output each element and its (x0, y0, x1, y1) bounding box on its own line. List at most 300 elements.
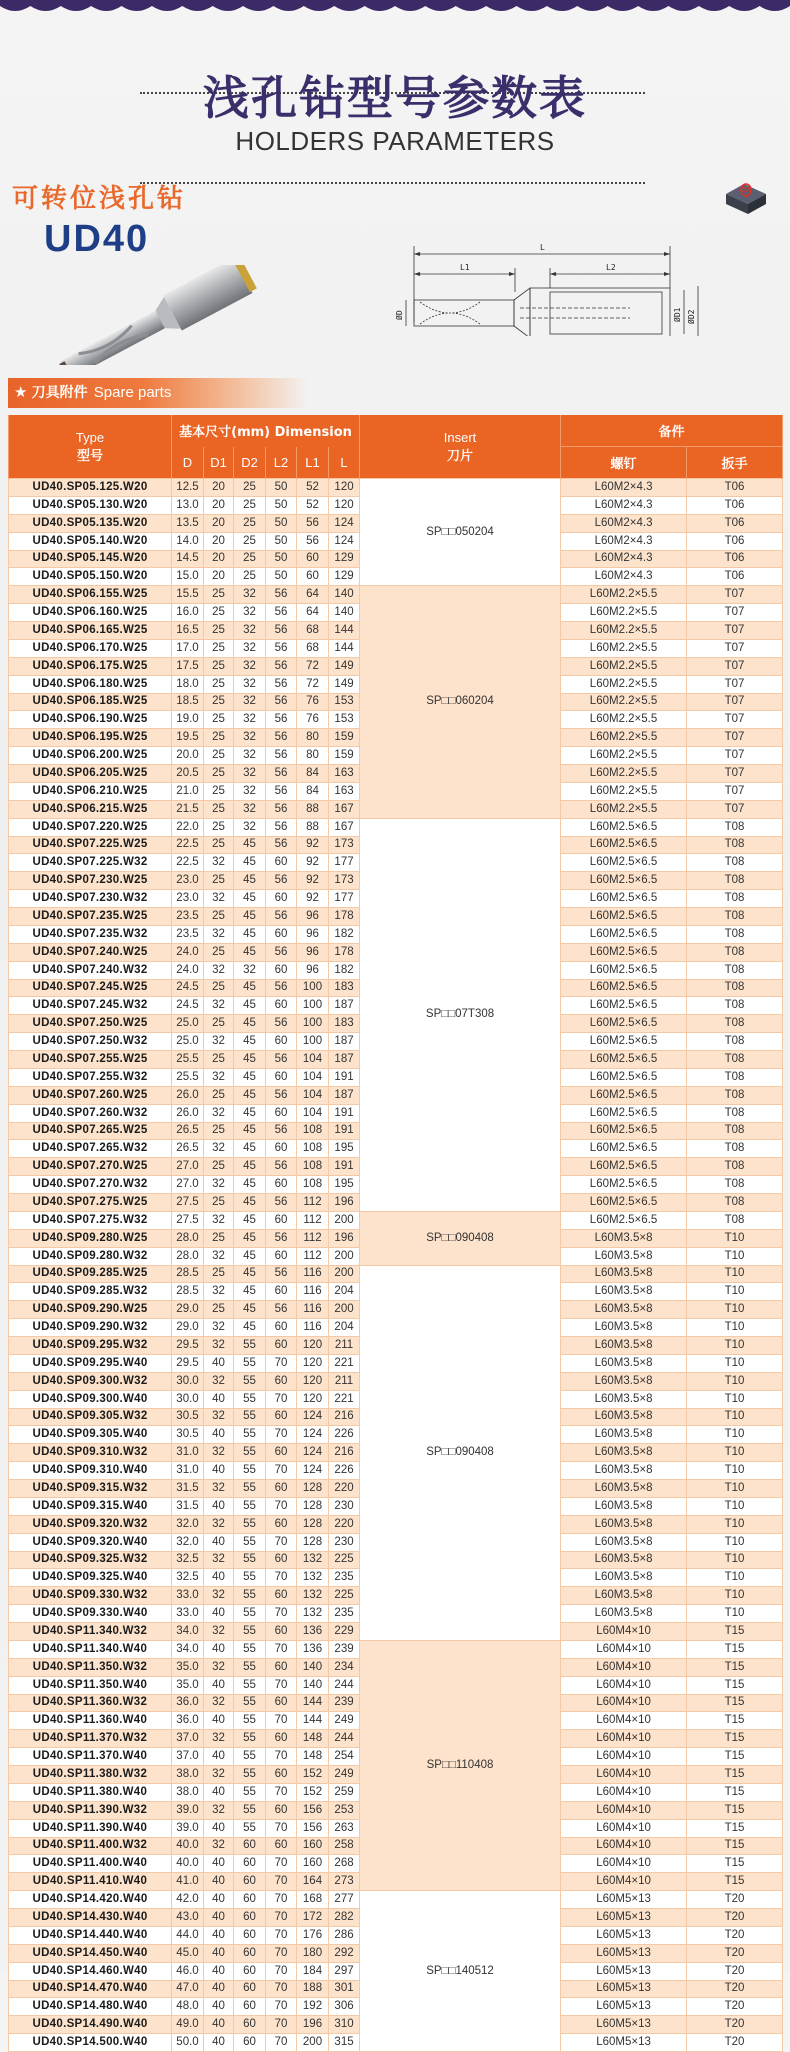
cell-screw: L60M2.5×6.5 (561, 1015, 687, 1033)
cell-D: 17.5 (172, 657, 204, 675)
cell-D: 27.0 (172, 1176, 204, 1194)
cell-wrench: T08 (687, 818, 783, 836)
cell-D: 30.0 (172, 1372, 204, 1390)
cell-L1: 112 (297, 1211, 329, 1229)
table-row (9, 1891, 783, 1909)
cell-L1: 108 (297, 1140, 329, 1158)
cell-D1: 25 (204, 622, 234, 640)
cell-L: 244 (329, 1730, 360, 1748)
cell-screw: L60M2.5×6.5 (561, 890, 687, 908)
cell-D2: 45 (234, 1068, 266, 1086)
cell-wrench: T20 (687, 1998, 783, 2016)
cell-screw: L60M2.5×6.5 (561, 1158, 687, 1176)
cell-L: 177 (329, 854, 360, 872)
cell-L2: 56 (266, 711, 297, 729)
cell-L2: 56 (266, 1122, 297, 1140)
cell-L: 195 (329, 1140, 360, 1158)
cell-L2: 70 (266, 1962, 297, 1980)
cell-D1: 32 (204, 1837, 234, 1855)
cell-L1: 164 (297, 1873, 329, 1891)
cell-wrench: T08 (687, 1176, 783, 1194)
cell-L1: 136 (297, 1623, 329, 1641)
cell-L2: 56 (266, 639, 297, 657)
cell-L: 144 (329, 639, 360, 657)
cell-D: 17.0 (172, 639, 204, 657)
cell-D: 47.0 (172, 1980, 204, 1998)
cell-screw: L60M2.5×6.5 (561, 1033, 687, 1051)
cell-D1: 32 (204, 854, 234, 872)
cell-L: 211 (329, 1337, 360, 1355)
cell-D1: 40 (204, 1605, 234, 1623)
cell-wrench: T07 (687, 711, 783, 729)
cell-L: 120 (329, 479, 360, 497)
cell-D1: 32 (204, 1658, 234, 1676)
cell-D: 39.0 (172, 1801, 204, 1819)
cell-D1: 32 (204, 1408, 234, 1426)
cell-L: 230 (329, 1533, 360, 1551)
cell-screw: L60M3.5×8 (561, 1301, 687, 1319)
cell-L2: 60 (266, 1837, 297, 1855)
cell-L: 191 (329, 1104, 360, 1122)
cell-D1: 32 (204, 1587, 234, 1605)
cell-D1: 40 (204, 1962, 234, 1980)
cell-wrench: T10 (687, 1319, 783, 1337)
cell-D: 42.0 (172, 1891, 204, 1909)
cell-wrench: T10 (687, 1515, 783, 1533)
cell-L2: 70 (266, 2016, 297, 2034)
cell-wrench: T08 (687, 979, 783, 997)
header-spare: 备件 (561, 415, 783, 447)
cell-screw: L60M2×4.3 (561, 550, 687, 568)
cell-L1: 136 (297, 1640, 329, 1658)
cell-L2: 60 (266, 1694, 297, 1712)
cell-D1: 40 (204, 1998, 234, 2016)
cell-L1: 96 (297, 943, 329, 961)
cell-L2: 70 (266, 1748, 297, 1766)
cell-L1: 116 (297, 1319, 329, 1337)
cell-type: UD40.SP11.370.W40 (9, 1748, 172, 1766)
cell-L: 263 (329, 1819, 360, 1837)
cell-D1: 25 (204, 657, 234, 675)
cell-L: 144 (329, 622, 360, 640)
cell-D1: 25 (204, 729, 234, 747)
cell-type: UD40.SP11.390.W40 (9, 1819, 172, 1837)
cell-L: 216 (329, 1408, 360, 1426)
cell-D: 31.0 (172, 1444, 204, 1462)
cell-type: UD40.SP14.450.W40 (9, 1944, 172, 1962)
cell-screw: L60M4×10 (561, 1712, 687, 1730)
cell-wrench: T08 (687, 961, 783, 979)
cell-type: UD40.SP07.220.W25 (9, 818, 172, 836)
cell-L: 200 (329, 1247, 360, 1265)
cell-D2: 60 (234, 2016, 266, 2034)
cell-D1: 25 (204, 836, 234, 854)
cell-D2: 55 (234, 1408, 266, 1426)
cell-screw: L60M3.5×8 (561, 1569, 687, 1587)
cell-wrench: T08 (687, 854, 783, 872)
cell-D: 34.0 (172, 1623, 204, 1641)
cell-D: 25.0 (172, 1015, 204, 1033)
cell-D1: 32 (204, 961, 234, 979)
cell-L2: 56 (266, 818, 297, 836)
table-row (9, 1211, 783, 1229)
cell-L1: 92 (297, 890, 329, 908)
cell-L: 200 (329, 1211, 360, 1229)
cell-L2: 56 (266, 872, 297, 890)
cell-L1: 96 (297, 925, 329, 943)
cell-L1: 112 (297, 1194, 329, 1212)
diagram-label-D: ØD (395, 310, 404, 320)
cell-L1: 96 (297, 908, 329, 926)
cell-D2: 45 (234, 997, 266, 1015)
cell-wrench: T10 (687, 1247, 783, 1265)
cell-type: UD40.SP06.155.W25 (9, 586, 172, 604)
cell-L1: 68 (297, 622, 329, 640)
cell-L: 159 (329, 729, 360, 747)
cell-L: 182 (329, 925, 360, 943)
cell-D2: 32 (234, 675, 266, 693)
cell-L2: 60 (266, 1587, 297, 1605)
cell-D2: 32 (234, 622, 266, 640)
cell-wrench: T20 (687, 2034, 783, 2052)
cell-D: 23.0 (172, 872, 204, 890)
cell-wrench: T20 (687, 1962, 783, 1980)
cell-screw: L60M3.5×8 (561, 1372, 687, 1390)
cell-D2: 45 (234, 1247, 266, 1265)
cell-L2: 56 (266, 765, 297, 783)
cell-L2: 56 (266, 1086, 297, 1104)
cell-L1: 152 (297, 1783, 329, 1801)
cell-D: 38.0 (172, 1766, 204, 1784)
cell-L1: 60 (297, 550, 329, 568)
cell-L1: 108 (297, 1122, 329, 1140)
cell-L2: 56 (266, 836, 297, 854)
cell-type: UD40.SP06.165.W25 (9, 622, 172, 640)
header-col-L: L (329, 447, 360, 479)
cell-screw: L60M4×10 (561, 1855, 687, 1873)
cell-insert: SP□□110408 (360, 1640, 561, 1890)
cell-L1: 104 (297, 1086, 329, 1104)
cell-wrench: T15 (687, 1801, 783, 1819)
cell-screw: L60M3.5×8 (561, 1533, 687, 1551)
cell-wrench: T20 (687, 1980, 783, 1998)
cell-L1: 80 (297, 729, 329, 747)
header-col-D1: D1 (204, 447, 234, 479)
cell-L: 286 (329, 1926, 360, 1944)
cell-D: 25.5 (172, 1068, 204, 1086)
cell-D1: 40 (204, 1354, 234, 1372)
cell-L2: 56 (266, 604, 297, 622)
cell-D: 18.0 (172, 675, 204, 693)
page-title: 浅孔钻型号参数表 (203, 71, 587, 125)
cell-type: UD40.SP09.280.W25 (9, 1229, 172, 1247)
cell-wrench: T10 (687, 1480, 783, 1498)
cell-L: 301 (329, 1980, 360, 1998)
cell-screw: L60M2.5×6.5 (561, 1140, 687, 1158)
cell-D1: 40 (204, 1533, 234, 1551)
cell-L: 183 (329, 1015, 360, 1033)
cell-L: 315 (329, 2034, 360, 2052)
cell-L1: 100 (297, 1033, 329, 1051)
cell-L: 225 (329, 1587, 360, 1605)
cell-wrench: T07 (687, 604, 783, 622)
cell-D: 29.0 (172, 1319, 204, 1337)
cell-D2: 60 (234, 1962, 266, 1980)
cell-screw: L60M2.2×5.5 (561, 586, 687, 604)
cell-D: 25.0 (172, 1033, 204, 1051)
cell-type: UD40.SP05.135.W20 (9, 514, 172, 532)
cell-D1: 40 (204, 1944, 234, 1962)
header-col-D: D (172, 447, 204, 479)
cell-D2: 60 (234, 1980, 266, 1998)
cell-L2: 70 (266, 1855, 297, 1873)
cell-D2: 60 (234, 1926, 266, 1944)
cell-D1: 25 (204, 604, 234, 622)
cell-D: 46.0 (172, 1962, 204, 1980)
cell-L2: 70 (266, 1569, 297, 1587)
cell-D2: 25 (234, 514, 266, 532)
cell-L2: 60 (266, 1480, 297, 1498)
cell-D1: 40 (204, 1980, 234, 1998)
cell-D1: 40 (204, 1676, 234, 1694)
cell-D1: 40 (204, 1712, 234, 1730)
cell-L1: 188 (297, 1980, 329, 1998)
cell-L2: 70 (266, 1676, 297, 1694)
cell-D2: 45 (234, 943, 266, 961)
cell-screw: L60M3.5×8 (561, 1551, 687, 1569)
cell-D1: 32 (204, 1372, 234, 1390)
cell-L1: 60 (297, 568, 329, 586)
cell-D: 31.5 (172, 1480, 204, 1498)
cell-D1: 32 (204, 1140, 234, 1158)
cell-L2: 70 (266, 1605, 297, 1623)
cell-D2: 45 (234, 1283, 266, 1301)
cell-D2: 32 (234, 711, 266, 729)
cell-D1: 32 (204, 1694, 234, 1712)
cell-screw: L60M5×13 (561, 1944, 687, 1962)
cell-screw: L60M4×10 (561, 1766, 687, 1784)
cell-D2: 55 (234, 1569, 266, 1587)
cell-wrench: T07 (687, 747, 783, 765)
cell-screw: L60M2.5×6.5 (561, 1068, 687, 1086)
header-col-L2: L2 (266, 447, 297, 479)
cell-D1: 32 (204, 1551, 234, 1569)
cell-D1: 40 (204, 2034, 234, 2052)
cell-D: 31.5 (172, 1497, 204, 1515)
cell-L: 187 (329, 997, 360, 1015)
cell-wrench: T08 (687, 1194, 783, 1212)
cell-screw: L60M4×10 (561, 1676, 687, 1694)
cell-screw: L60M2×4.3 (561, 479, 687, 497)
cell-wrench: T20 (687, 1909, 783, 1927)
cell-type: UD40.SP09.315.W40 (9, 1497, 172, 1515)
cell-type: UD40.SP07.235.W32 (9, 925, 172, 943)
cell-type: UD40.SP09.280.W32 (9, 1247, 172, 1265)
cell-screw: L60M3.5×8 (561, 1229, 687, 1247)
cell-D: 41.0 (172, 1873, 204, 1891)
cell-L1: 112 (297, 1247, 329, 1265)
cell-D2: 60 (234, 1944, 266, 1962)
cell-type: UD40.SP07.225.W25 (9, 836, 172, 854)
cell-screw: L60M4×10 (561, 1801, 687, 1819)
cell-wrench: T08 (687, 1122, 783, 1140)
cell-L2: 56 (266, 1051, 297, 1069)
cell-D2: 25 (234, 479, 266, 497)
cell-L: 196 (329, 1229, 360, 1247)
cell-D2: 55 (234, 1694, 266, 1712)
cell-type: UD40.SP07.275.W25 (9, 1194, 172, 1212)
cell-D: 22.5 (172, 836, 204, 854)
cell-L1: 84 (297, 782, 329, 800)
cell-D: 30.5 (172, 1426, 204, 1444)
cell-L: 306 (329, 1998, 360, 2016)
cell-wrench: T08 (687, 1015, 783, 1033)
cell-D2: 60 (234, 1891, 266, 1909)
cell-L2: 60 (266, 1408, 297, 1426)
header-type-en: Type (75, 429, 105, 445)
cell-L2: 56 (266, 908, 297, 926)
cell-L2: 70 (266, 1891, 297, 1909)
cell-D2: 55 (234, 1372, 266, 1390)
cell-D2: 55 (234, 1819, 266, 1837)
cell-D1: 20 (204, 532, 234, 550)
cell-D2: 32 (234, 765, 266, 783)
cell-wrench: T10 (687, 1372, 783, 1390)
cell-D1: 32 (204, 890, 234, 908)
cell-D1: 40 (204, 1909, 234, 1927)
cell-wrench: T06 (687, 568, 783, 586)
cell-L2: 56 (266, 943, 297, 961)
cell-D: 20.0 (172, 747, 204, 765)
cell-wrench: T08 (687, 1211, 783, 1229)
cell-screw: L60M2.5×6.5 (561, 872, 687, 890)
cell-screw: L60M4×10 (561, 1819, 687, 1837)
cell-D: 26.0 (172, 1086, 204, 1104)
cell-D2: 45 (234, 836, 266, 854)
cell-L2: 70 (266, 1998, 297, 2016)
cell-screw: L60M4×10 (561, 1783, 687, 1801)
cell-D1: 40 (204, 1891, 234, 1909)
cell-L2: 50 (266, 550, 297, 568)
cell-L: 249 (329, 1766, 360, 1784)
cell-D1: 40 (204, 1462, 234, 1480)
cell-D: 28.0 (172, 1229, 204, 1247)
diagram-label-D1: ØD1 (673, 307, 682, 322)
cell-D2: 45 (234, 1104, 266, 1122)
cell-type: UD40.SP06.180.W25 (9, 675, 172, 693)
cell-D1: 40 (204, 1390, 234, 1408)
cell-insert: SP□□090408 (360, 1211, 561, 1265)
cell-L1: 80 (297, 747, 329, 765)
cell-D2: 45 (234, 1176, 266, 1194)
cell-wrench: T15 (687, 1873, 783, 1891)
cell-wrench: T07 (687, 657, 783, 675)
cell-L: 149 (329, 657, 360, 675)
table-row (9, 1265, 783, 1283)
cell-L1: 120 (297, 1337, 329, 1355)
cell-L1: 68 (297, 639, 329, 657)
cell-screw: L60M3.5×8 (561, 1605, 687, 1623)
cell-D1: 32 (204, 1176, 234, 1194)
table-body (9, 479, 783, 2052)
cell-D: 19.0 (172, 711, 204, 729)
cell-type: UD40.SP06.195.W25 (9, 729, 172, 747)
cell-L1: 128 (297, 1515, 329, 1533)
cell-L1: 72 (297, 675, 329, 693)
cell-wrench: T08 (687, 1068, 783, 1086)
cell-D2: 45 (234, 1194, 266, 1212)
cell-D1: 32 (204, 1801, 234, 1819)
cell-wrench: T15 (687, 1837, 783, 1855)
cell-wrench: T08 (687, 1104, 783, 1122)
cell-D2: 55 (234, 1587, 266, 1605)
cell-type: UD40.SP06.175.W25 (9, 657, 172, 675)
cell-D1: 25 (204, 1086, 234, 1104)
cell-L: 226 (329, 1462, 360, 1480)
cell-D2: 60 (234, 1855, 266, 1873)
cell-L2: 56 (266, 622, 297, 640)
cell-D1: 25 (204, 1301, 234, 1319)
cell-D2: 45 (234, 1301, 266, 1319)
cell-D2: 32 (234, 782, 266, 800)
cell-D2: 45 (234, 1265, 266, 1283)
cell-D1: 25 (204, 1194, 234, 1212)
cell-screw: L60M2.2×5.5 (561, 657, 687, 675)
cell-wrench: T10 (687, 1587, 783, 1605)
cell-L: 200 (329, 1265, 360, 1283)
cell-D: 45.0 (172, 1944, 204, 1962)
cell-L1: 180 (297, 1944, 329, 1962)
cell-screw: L60M4×10 (561, 1748, 687, 1766)
cell-type: UD40.SP14.430.W40 (9, 1909, 172, 1927)
cell-type: UD40.SP06.190.W25 (9, 711, 172, 729)
cell-type: UD40.SP14.490.W40 (9, 2016, 172, 2034)
cell-type: UD40.SP06.160.W25 (9, 604, 172, 622)
cell-L: 220 (329, 1515, 360, 1533)
cell-type: UD40.SP09.320.W32 (9, 1515, 172, 1533)
cell-wrench: T06 (687, 532, 783, 550)
cell-D2: 60 (234, 1873, 266, 1891)
cell-L2: 70 (266, 1909, 297, 1927)
cell-D2: 55 (234, 1354, 266, 1372)
cell-L: 153 (329, 693, 360, 711)
cell-L2: 70 (266, 2034, 297, 2052)
cell-screw: L60M3.5×8 (561, 1283, 687, 1301)
cell-wrench: T08 (687, 1051, 783, 1069)
cell-L2: 70 (266, 1980, 297, 1998)
cell-D: 30.5 (172, 1408, 204, 1426)
cell-D1: 32 (204, 1444, 234, 1462)
cell-L2: 70 (266, 1712, 297, 1730)
cell-type: UD40.SP11.410.W40 (9, 1873, 172, 1891)
cell-type: UD40.SP06.200.W25 (9, 747, 172, 765)
cell-D1: 25 (204, 979, 234, 997)
cell-screw: L60M3.5×8 (561, 1247, 687, 1265)
cell-L2: 50 (266, 568, 297, 586)
cell-insert: SP□□060204 (360, 586, 561, 818)
cell-L: 235 (329, 1605, 360, 1623)
cell-L1: 148 (297, 1748, 329, 1766)
cell-D1: 25 (204, 908, 234, 926)
cell-L2: 56 (266, 782, 297, 800)
cell-L: 195 (329, 1176, 360, 1194)
cell-screw: L60M2.2×5.5 (561, 729, 687, 747)
cell-D1: 25 (204, 1122, 234, 1140)
cell-L1: 200 (297, 2034, 329, 2052)
cell-D: 29.0 (172, 1301, 204, 1319)
cell-L1: 124 (297, 1462, 329, 1480)
cell-D2: 45 (234, 1211, 266, 1229)
